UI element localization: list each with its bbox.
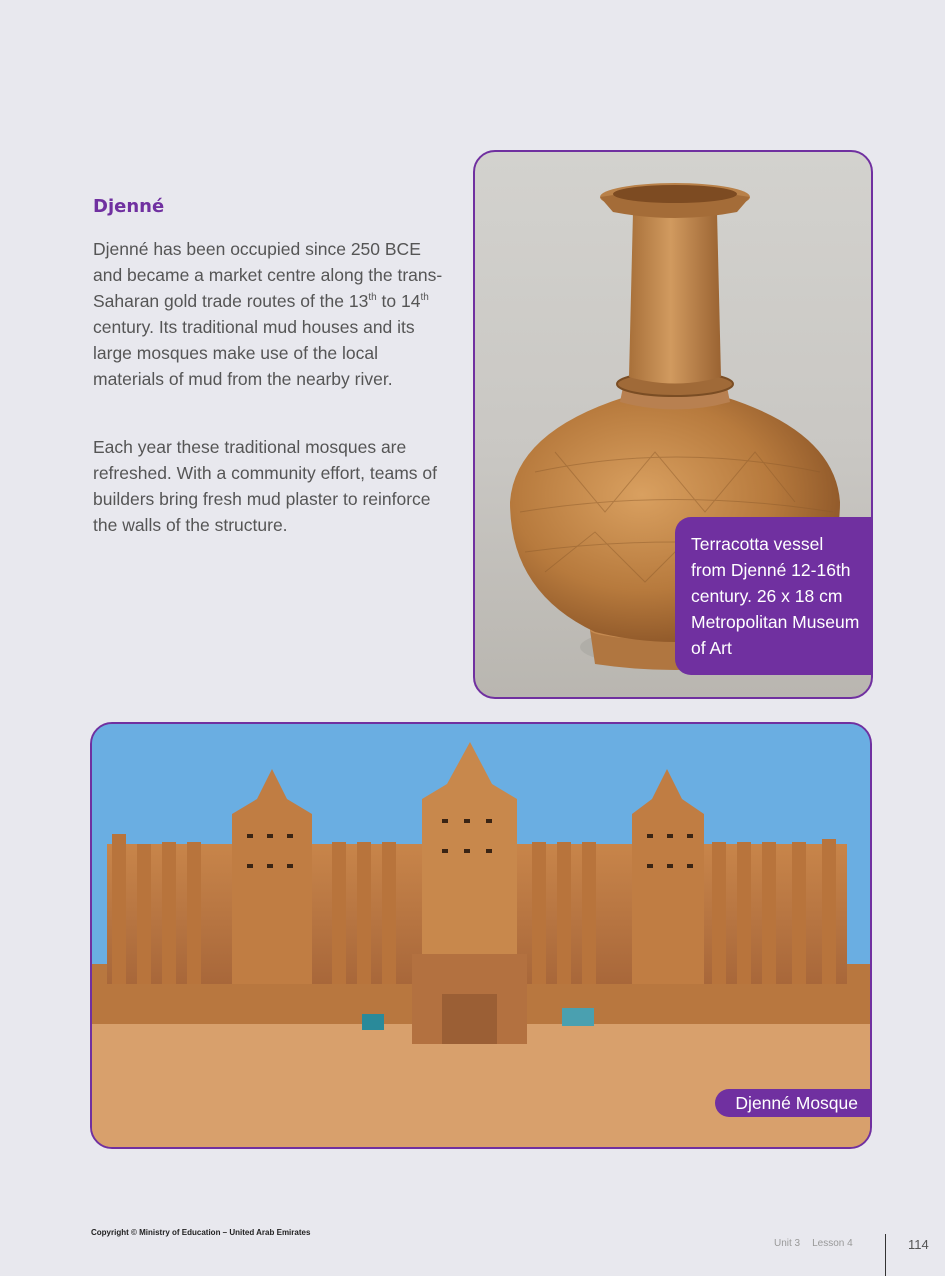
mosque-illustration — [92, 724, 870, 1147]
footer-divider — [885, 1234, 886, 1276]
paragraph-text: Djenné has been occupied since 250 BCE and became a market centre along the trans-Saharan gold trade routes of the 13 — [93, 239, 443, 311]
page-number: 114 — [908, 1237, 929, 1252]
paragraph-history — [93, 236, 453, 392]
superscript: th — [420, 292, 429, 304]
paragraph-refresh: Each year these traditional mosques are refreshed. With a community effort, teams of builders bring fresh mud plaster to reinforce the walls of the structure. — [93, 437, 437, 535]
copyright-notice: Copyright © Ministry of Education – United Arab Emirates — [91, 1228, 311, 1237]
section-heading: Djenné — [93, 196, 165, 217]
unit-label: Unit 3 — [774, 1238, 801, 1249]
vessel-photo — [473, 150, 873, 699]
paragraph-text: century. Its traditional mud houses and its large mosques make use of the local materials of mud from the nearby river. — [93, 317, 415, 389]
mosque-caption: Djenné Mosque — [715, 1089, 872, 1117]
superscript: th — [368, 292, 377, 304]
unit-lesson-label — [774, 1238, 865, 1249]
vessel-caption: Terracotta vessel from Djenné 12-16th century. 26 x 18 cm Metropolitan Museum of Art — [675, 517, 873, 675]
mosque-photo — [90, 722, 872, 1149]
lesson-label: Lesson 4 — [812, 1238, 853, 1249]
paragraph-text: to 14 — [376, 291, 421, 311]
